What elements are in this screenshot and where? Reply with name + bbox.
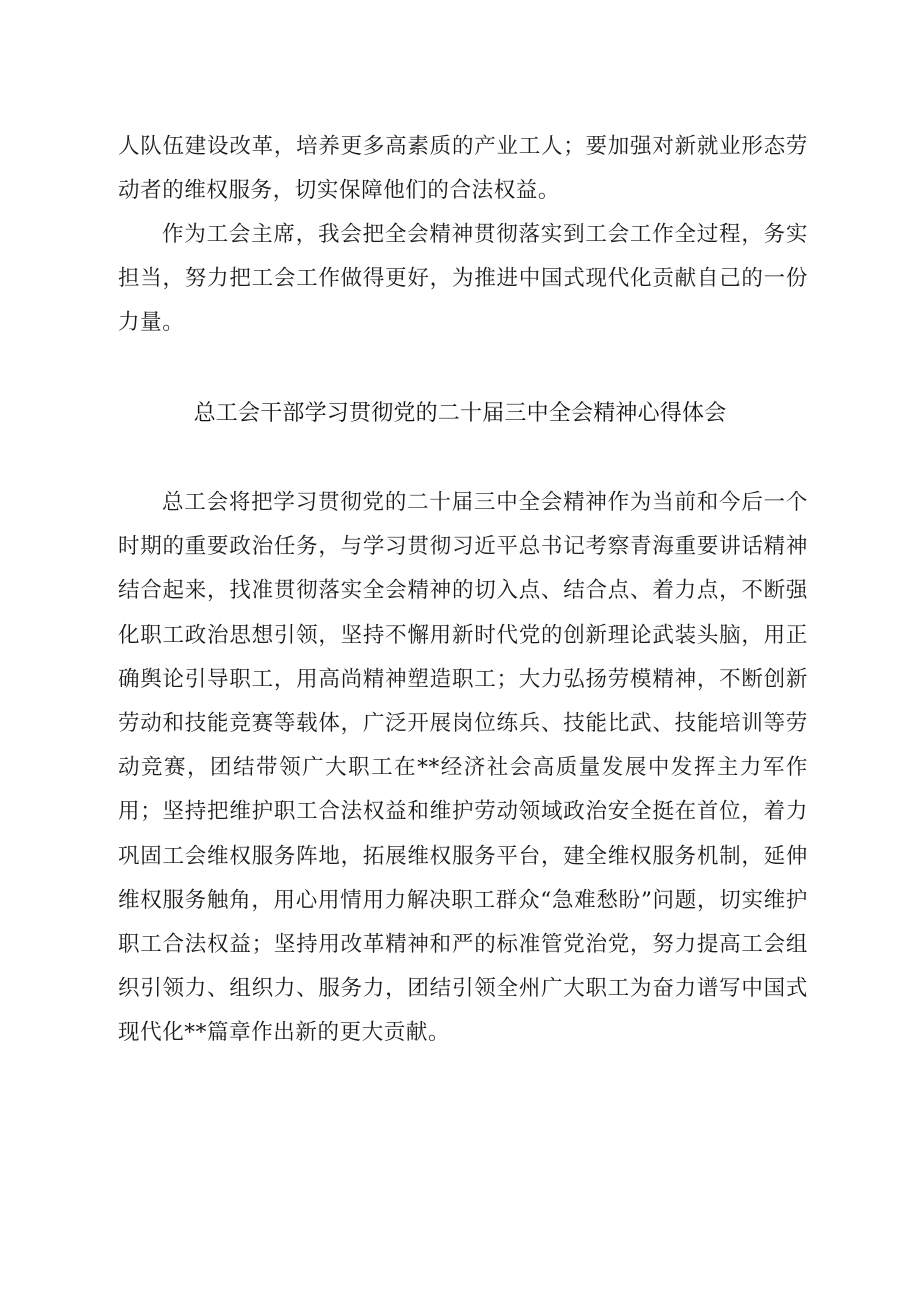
continued-paragraph: 人队伍建设改革，培养更多高素质的产业工人；要加强对新就业形态劳动者的维权服务，切实保障他们的合法权益。 <box>118 134 808 204</box>
closing-paragraph: 作为工会主席，我会把全会精神贯彻落实到工会工作全过程，务实担当，努力把工会工作做得更好，为推进中国式现代化贡献自己的一份力量。 <box>118 222 808 336</box>
article-title: 总工会干部学习贯彻党的二十届三中全会精神心得体会 <box>193 401 727 426</box>
article-body-paragraph: 总工会将把学习贯彻党的二十届三中全会精神作为当前和今后一个时期的重要政治任务，与学习贯彻习近平总书记考察青海重要讲话精神结合起来，找准贯彻落实全会精神的切入点、结合点、着力点，不断强化职工政治思想引领，坚持不懈用新时代党的创新理论武装头脑，用正确舆论引导职工，用高尚精神塑造职工；大力弘扬劳模精神，不断创新劳动和技能竞赛等载体，广泛开展岗位练兵、技能比武、技能培训等劳动竞赛，团结带领广大职工在**经济社会高质量发展中发挥主力军作用；坚持把维护职工合法权益和维护劳动领域政治安全挺在首位，着力巩固工会维权服务阵地，拓展维权服务平台，建全维权服务机制，延伸维权服务触角，用心用情用力解决职工群众“急难愁盼”问题，切实维护职工合法权益；坚持用改革精神和严的标准管党治党，努力提高工会组织引领力、组织力、服务力，团结引领全州广大职工为奋力谱写中国式现代化**篇章作出新的更大贡献。 <box>118 490 808 1046</box>
